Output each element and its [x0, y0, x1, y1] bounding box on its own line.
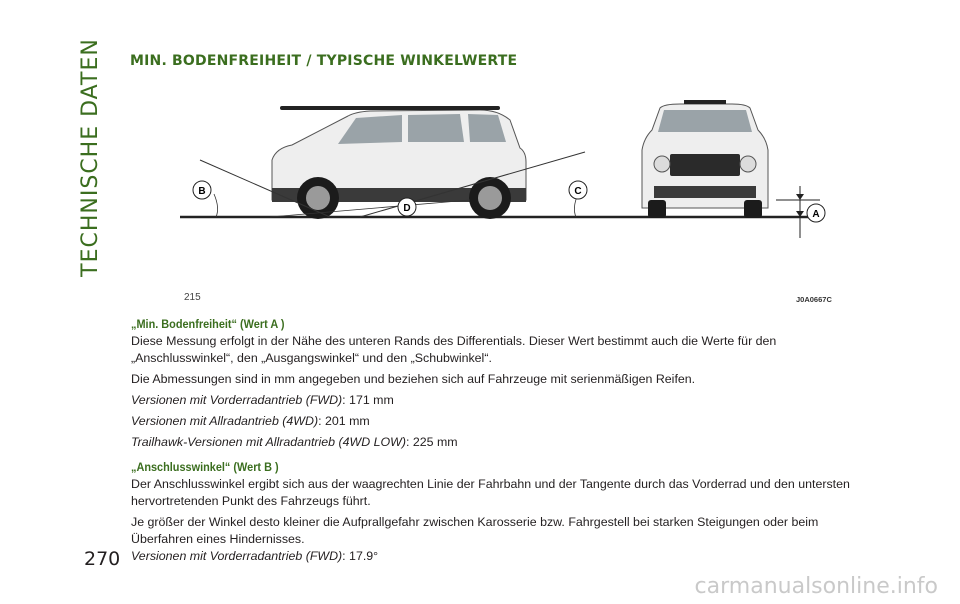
spec-label: Trailhawk-Versionen mit Allradantrieb (4WD LOW) [131, 435, 406, 449]
chapter-label: TECHNISCHE DATEN [77, 37, 103, 277]
spec-label: Versionen mit Allradantrieb (4WD) [131, 414, 319, 428]
ground-clearance-paragraph-1: Diese Messung erfolgt in der Nähe des unteren Rands des Differentials. Dieser Wert bestimmt auch die Werte für den „Anschlusswinkel“, den „Ausgangswinkel“ und den „Schubwinkel“. [131, 334, 777, 365]
clearance-angle-figure [180, 90, 840, 306]
marker-b: B [198, 186, 206, 197]
approach-angle-paragraph-2: Je größer der Winkel desto kleiner die Aufprallgefahr zwischen Karosserie bzw. Fahrgestell bei starken Steigungen oder beim Überfahren eines Hindernisses. [131, 515, 819, 546]
spec-value: : 225 mm [405, 435, 458, 449]
marker-c: C [574, 186, 582, 197]
page-title: MIN. BODENFREIHEIT / TYPISCHE WINKELWERTE [130, 53, 518, 69]
main-content [131, 316, 871, 565]
figure-page-reference: 215 [184, 292, 201, 303]
section-heading-ground-clearance: „Min. Bodenfreiheit“ (Wert A ) [131, 317, 285, 331]
figure-code: J0A0667C [796, 295, 832, 304]
page-number: 270 [84, 548, 121, 570]
vehicle-diagram [180, 90, 840, 306]
marker-d: D [403, 203, 411, 214]
spec-line-trailhawk [131, 434, 871, 451]
spec-value: : 171 mm [342, 393, 394, 407]
spec-line-4wd [131, 413, 871, 430]
approach-angle-paragraph-1: Der Anschlusswinkel ergibt sich aus der waagrechten Linie der Fahrbahn und der Tangente durch das Vorderrad und den untersten hervortretenden Punkt des Fahrzeugs führt. [131, 477, 850, 508]
marker-a: A [812, 209, 820, 220]
spec-value: : 17.9° [342, 549, 379, 563]
watermark: carmanualsonline.info [694, 574, 938, 599]
spec-value: : 201 mm [318, 414, 370, 428]
spec-line-fwd [131, 392, 871, 409]
ground-clearance-paragraph-2: Die Abmessungen sind in mm angegeben und beziehen sich auf Fahrzeuge mit serienmäßigen Reifen. [131, 372, 696, 386]
section-heading-approach-angle: „Anschlusswinkel“ (Wert B ) [131, 460, 279, 474]
spec-label: Versionen mit Vorderradantrieb (FWD) [131, 393, 343, 407]
spec-label: Versionen mit Vorderradantrieb (FWD) [131, 549, 343, 563]
chapter-side-tab [70, 37, 110, 277]
front-view-vehicle [642, 100, 768, 218]
spec-line-approach-fwd [131, 548, 871, 565]
